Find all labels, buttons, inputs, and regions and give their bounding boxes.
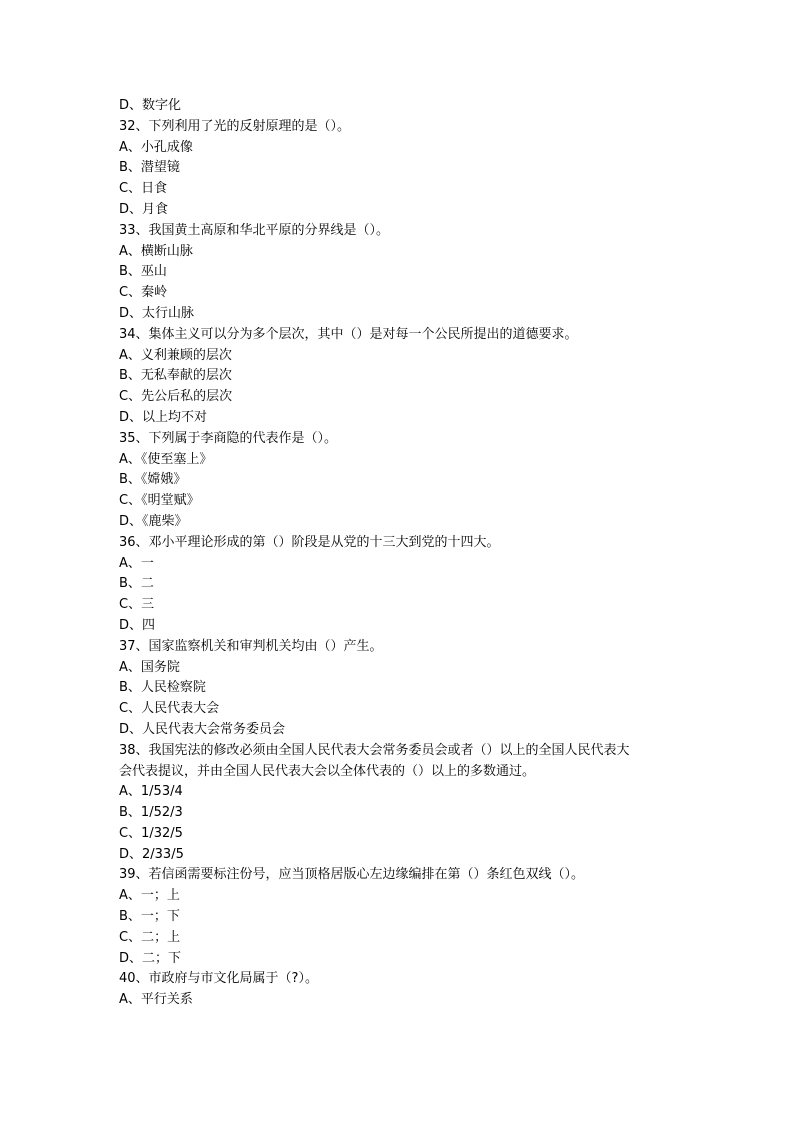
option-line: B、1/52/3 — [119, 805, 183, 821]
question-line: 36、邓小平理论形成的第（）阶段是从党的十三大到党的十四大。 — [119, 534, 500, 550]
option-line: A、一 — [119, 555, 154, 571]
question-line: 38、我国宪法的修改必须由全国人民代表大会常务委员会或者（）以上的全国人民代表大 — [119, 742, 630, 758]
option-line: C、1/32/5 — [119, 825, 183, 841]
option-line: D、太行山脉 — [119, 305, 195, 321]
question-line: 37、国家监察机关和审判机关均由（）产生。 — [119, 638, 383, 654]
option-line: B、人民检察院 — [119, 680, 206, 696]
option-line: D、月食 — [119, 201, 169, 217]
option-line: A、横断山脉 — [119, 243, 193, 259]
option-line: B、《嫦娥》 — [119, 472, 187, 488]
question-line: 40、市政府与市文化局属于（?）。 — [119, 971, 318, 987]
option-line: A、国务院 — [119, 659, 180, 675]
option-line: C、三 — [119, 597, 155, 613]
option-line: C、二；上 — [119, 929, 181, 945]
option-line: C、《明堂赋》 — [119, 493, 200, 509]
option-line: D、数字化 — [119, 98, 182, 113]
option-line: A、义利兼顾的层次 — [119, 347, 232, 363]
option-line: D、以上均不对 — [119, 409, 208, 425]
option-line: C、先公后私的层次 — [119, 389, 233, 405]
document-page — [119, 96, 679, 1011]
option-line: C、秦岭 — [119, 285, 168, 301]
option-line: B、无私奉献的层次 — [119, 368, 232, 384]
option-line: C、日食 — [119, 181, 168, 197]
option-line: D、2/33/5 — [119, 846, 184, 862]
option-line: B、巫山 — [119, 264, 167, 280]
option-line: A、平行关系 — [119, 992, 193, 1008]
question-line: 33、我国黄土高原和华北平原的分界线是（）。 — [119, 222, 390, 238]
option-line: B、二 — [119, 576, 154, 592]
question-line: 39、若信函需要标注份号，应当顶格居版心左边缘编排在第（）条红色双线（）。 — [119, 867, 585, 883]
option-line: B、潜望镜 — [119, 160, 180, 176]
option-line: D、二；下 — [119, 950, 182, 966]
question-line: 35、下列属于李商隐的代表作是（）。 — [119, 430, 338, 446]
question-line: 32、下列利用了光的反射原理的是（）。 — [119, 118, 351, 134]
option-line: C、人民代表大会 — [119, 701, 220, 717]
option-line: A、1/53/4 — [119, 784, 183, 800]
question-line-continued: 会代表提议，并由全国人民代表大会以全体代表的（）以上的多数通过。 — [119, 763, 536, 779]
option-line: D、人民代表大会常务委员会 — [119, 721, 286, 737]
option-line: D、《鹿柴》 — [119, 513, 188, 529]
option-line: A、一；上 — [119, 888, 180, 904]
option-line: D、四 — [119, 617, 156, 633]
option-line: A、小孔成像 — [119, 139, 193, 155]
question-line: 34、集体主义可以分为多个层次，其中（）是对每一个公民所提出的道德要求。 — [119, 326, 578, 342]
option-line: A、《使至塞上》 — [119, 451, 213, 467]
option-line: B、一；下 — [119, 909, 180, 925]
